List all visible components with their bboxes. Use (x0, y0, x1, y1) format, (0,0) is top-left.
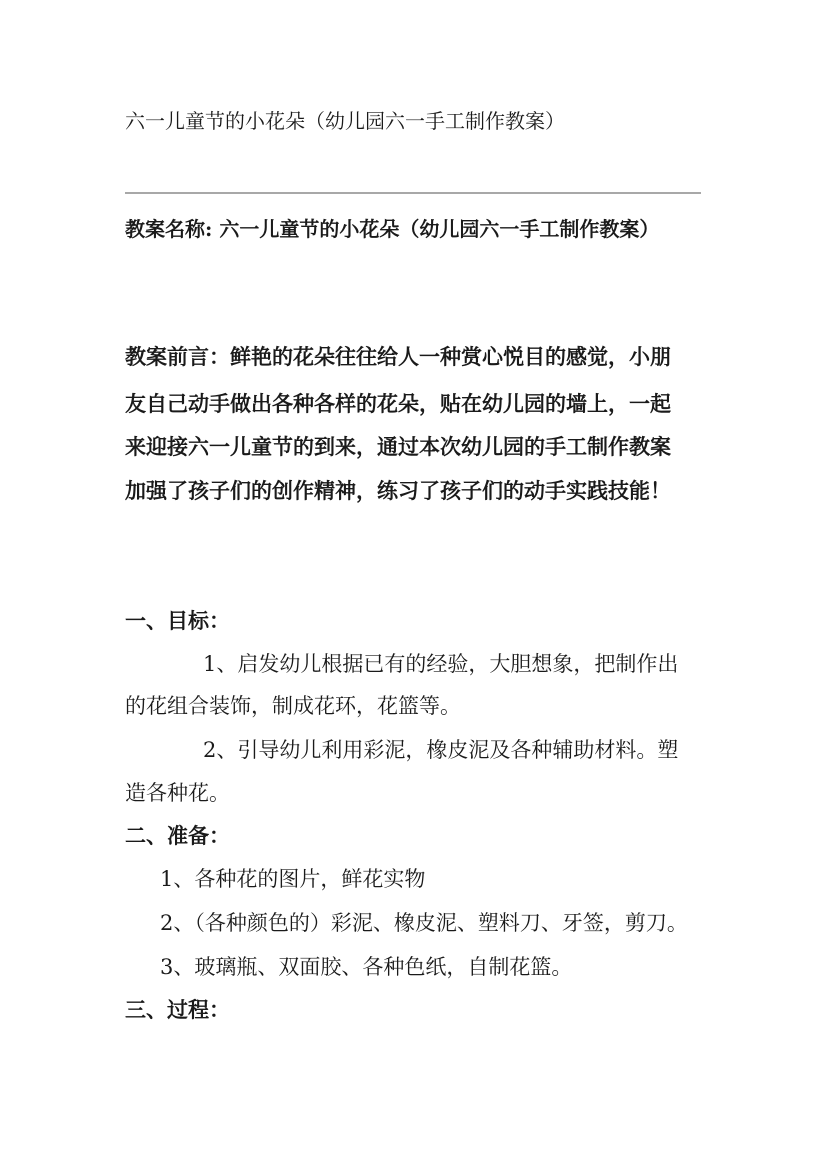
preface-line-3: 来迎接六一儿童节的到来，通过本次幼儿园的手工制作教案 (125, 434, 671, 459)
section-heading-process: 三、过程： (125, 997, 230, 1022)
preface-line-2: 友自己动手做出各种各样的花朵，贴在幼儿园的墙上，一起 (125, 391, 671, 416)
preface-line-1: 教案前言：鲜艳的花朵往往给人一种赏心悦目的感觉，小朋 (125, 344, 671, 369)
preparation-item-2: 2、（各种颜色的）彩泥、橡皮泥、塑料刀、牙签，剪刀。 (160, 911, 688, 935)
section-heading-preparation: 二、准备： (125, 823, 230, 848)
goal-2-line-2: 造各种花。 (125, 781, 230, 805)
section-heading-goals: 一、目标： (125, 608, 230, 633)
goal-1-line-2: 的花组合装饰，制成花环，花篮等。 (125, 694, 461, 718)
lesson-name: 教案名称: 六一儿童节的小花朵（幼儿园六一手工制作教案） (125, 217, 660, 241)
preface-line-4: 加强了孩子们的创作精神，练习了孩子们的动手实践技能！ (125, 478, 671, 503)
horizontal-divider (125, 192, 701, 194)
preparation-item-1: 1、各种花的图片，鲜花实物 (160, 867, 426, 891)
goal-1-line-1: 1、启发幼儿根据已有的经验，大胆想象，把制作出 (203, 652, 679, 676)
preparation-item-3: 3、玻璃瓶、双面胶、各种色纸，自制花篮。 (160, 955, 573, 979)
goal-2-line-1: 2、引导幼儿利用彩泥，橡皮泥及各种辅助材料。塑 (203, 738, 679, 762)
document-title: 六一儿童节的小花朵（幼儿园六一手工制作教案） (125, 109, 565, 133)
